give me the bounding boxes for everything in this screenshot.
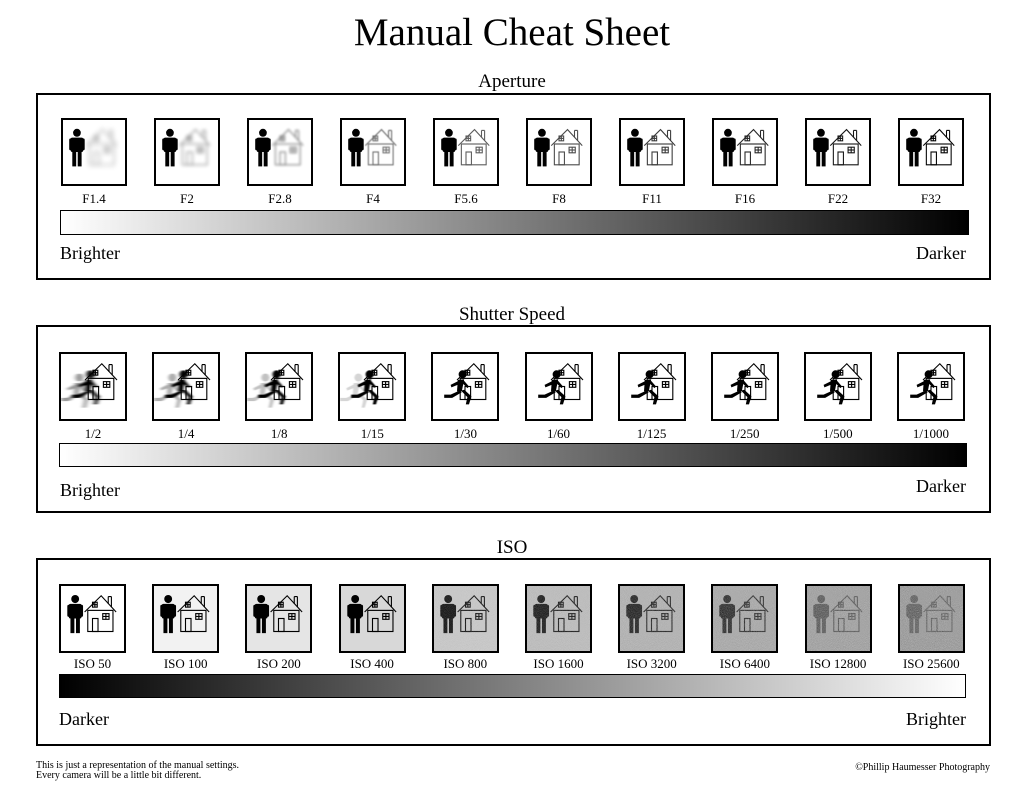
- setting-label: ISO 100: [163, 656, 208, 671]
- setting-label: ISO 1600: [533, 656, 584, 671]
- setting-illustration: [245, 352, 313, 421]
- illustration-icon: [434, 586, 497, 651]
- illustration-icon: [900, 586, 963, 651]
- setting-illustration: [525, 584, 592, 653]
- setting-illustration: [619, 118, 685, 186]
- setting-label: F22: [827, 191, 849, 206]
- illustration-icon: [713, 586, 776, 651]
- illustration-icon: [807, 586, 870, 651]
- setting-label: ISO 200: [257, 656, 301, 671]
- illustration-icon: [620, 354, 684, 419]
- illustration-icon: [714, 120, 776, 184]
- setting-illustration: [152, 352, 220, 421]
- setting-illustration: [804, 352, 872, 421]
- setting-illustration: [897, 352, 965, 421]
- footer-credit: ©Phillip Haumesser Photography: [855, 762, 990, 773]
- illustration-icon: [713, 354, 777, 419]
- setting-illustration: [247, 118, 313, 186]
- setting-label: F8: [552, 191, 566, 206]
- setting-label: F4: [366, 191, 380, 206]
- setting-illustration: [526, 118, 592, 186]
- iso-right-label: Brighter: [906, 709, 966, 729]
- setting-illustration: [433, 118, 499, 186]
- setting-label: ISO 12800: [809, 656, 867, 671]
- setting-illustration: [152, 584, 219, 653]
- setting-illustration: [618, 584, 685, 653]
- setting-label: 1/4: [177, 426, 195, 441]
- illustration-icon: [433, 354, 497, 419]
- setting-illustration: [898, 584, 965, 653]
- illustration-icon: [620, 586, 683, 651]
- setting-label: F11: [642, 191, 662, 206]
- setting-illustration: [340, 118, 406, 186]
- setting-label: ISO 400: [350, 656, 394, 671]
- illustration-icon: [435, 120, 497, 184]
- illustration-icon: [156, 120, 218, 184]
- setting-illustration: [59, 352, 127, 421]
- setting-illustration: [618, 352, 686, 421]
- illustration-icon: [340, 354, 404, 419]
- aperture-left-label: Brighter: [60, 243, 120, 263]
- setting-illustration: [805, 584, 872, 653]
- setting-illustration: [338, 352, 406, 421]
- setting-label: F2.8: [268, 191, 292, 206]
- setting-illustration: [61, 118, 127, 186]
- setting-illustration: [245, 584, 312, 653]
- setting-label: ISO 6400: [719, 656, 770, 671]
- aperture-exposure-gradient: [60, 210, 969, 235]
- shutter-exposure-gradient: [59, 443, 967, 467]
- aperture-right-label: Darker: [916, 243, 966, 263]
- setting-illustration: [525, 352, 593, 421]
- setting-illustration: [431, 352, 499, 421]
- setting-label: 1/250: [729, 426, 760, 441]
- illustration-icon: [61, 354, 125, 419]
- aperture-section-title: Aperture: [478, 71, 546, 92]
- page-title: Manual Cheat Sheet: [353, 11, 671, 54]
- setting-label: 1/1000: [912, 426, 949, 441]
- iso-exposure-gradient: [59, 674, 966, 698]
- illustration-icon: [249, 120, 311, 184]
- setting-label: ISO 50: [73, 656, 112, 671]
- setting-label: 1/15: [360, 426, 384, 441]
- setting-label: 1/8: [270, 426, 288, 441]
- illustration-icon: [154, 354, 218, 419]
- setting-label: F1.4: [82, 191, 106, 206]
- setting-illustration: [339, 584, 406, 653]
- illustration-icon: [63, 120, 125, 184]
- illustration-icon: [900, 120, 962, 184]
- shutter-section-title: Shutter Speed: [458, 304, 566, 325]
- setting-label: 1/500: [822, 426, 853, 441]
- setting-label: 1/125: [636, 426, 667, 441]
- footer-note-line1: This is just a representation of the manual settings.: [36, 760, 240, 771]
- illustration-icon: [527, 354, 591, 419]
- illustration-icon: [341, 586, 404, 651]
- illustration-icon: [154, 586, 217, 651]
- setting-illustration: [898, 118, 964, 186]
- shutter-left-label: Brighter: [60, 480, 120, 500]
- illustration-icon: [621, 120, 683, 184]
- setting-illustration: [432, 584, 499, 653]
- setting-label: ISO 3200: [626, 656, 677, 671]
- setting-illustration: [711, 352, 779, 421]
- setting-illustration: [712, 118, 778, 186]
- setting-label: F2: [180, 191, 194, 206]
- setting-illustration: [154, 118, 220, 186]
- setting-label: ISO 25600: [902, 656, 960, 671]
- illustration-icon: [807, 120, 869, 184]
- illustration-icon: [806, 354, 870, 419]
- setting-illustration: [805, 118, 871, 186]
- illustration-icon: [527, 586, 590, 651]
- illustration-icon: [528, 120, 590, 184]
- setting-illustration: [59, 584, 126, 653]
- setting-label: 1/2: [84, 426, 102, 441]
- iso-left-label: Darker: [59, 709, 109, 729]
- illustration-icon: [247, 354, 311, 419]
- illustration-icon: [247, 586, 310, 651]
- iso-section-title: ISO: [496, 537, 528, 558]
- setting-label: ISO 800: [443, 656, 488, 671]
- footer-note-line2: Every camera will be a little bit different.: [36, 770, 202, 781]
- setting-illustration: [711, 584, 778, 653]
- illustration-icon: [899, 354, 963, 419]
- setting-label: F5.6: [454, 191, 478, 206]
- shutter-right-label: Darker: [916, 476, 966, 496]
- setting-label: F32: [920, 191, 942, 206]
- setting-label: F16: [734, 191, 756, 206]
- illustration-icon: [61, 586, 124, 651]
- setting-label: 1/30: [453, 426, 477, 441]
- setting-label: 1/60: [546, 426, 571, 441]
- illustration-icon: [342, 120, 404, 184]
